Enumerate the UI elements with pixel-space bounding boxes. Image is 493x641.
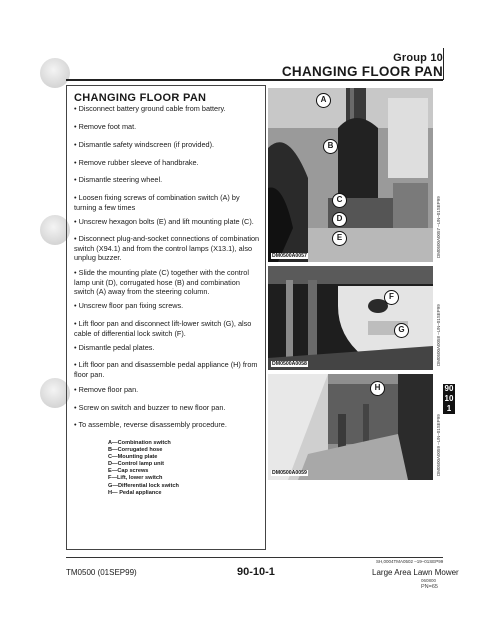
callout-e: E — [332, 231, 347, 246]
group-label: Group 10 — [393, 52, 443, 64]
step: • Remove floor pan. — [74, 385, 139, 394]
step: • Unscrew floor pan fixing screws. — [74, 301, 184, 310]
legend-item: E—Cap screws — [108, 468, 149, 475]
figure-photo-3 — [268, 374, 433, 480]
footer-product: Large Area Lawn Mower — [372, 568, 459, 577]
section-tab-10: 10 — [444, 394, 454, 403]
binder-hole — [40, 58, 70, 88]
legend-item: C—Mounting plate — [108, 454, 158, 461]
callout-g: G — [394, 323, 409, 338]
section-tab-1: 1 — [443, 404, 455, 414]
step: • Remove rubber sleeve of handbrake. — [74, 158, 199, 167]
legend-item: A—Combination switch — [108, 440, 171, 446]
figure-code-1: DM0500A0057 –UN–01SEP99 — [436, 196, 441, 258]
figure-photo-2 — [268, 266, 433, 370]
legend-item: B—Corrugated hose — [108, 447, 163, 454]
callout-f: F — [384, 290, 399, 305]
legend-item: H— Pedal appliance — [108, 489, 162, 496]
step: • Disconnect plug-and-socket connections of combination switch (X94.1) and from the control lamps (X13.1), also unplug buzzer. — [74, 234, 260, 263]
step: • Disconnect battery ground cable from battery. — [74, 104, 226, 113]
figure-code-3: DM0500A0059 –UN–01SEP99 — [436, 414, 441, 476]
step: • Dismantle pedal plates. — [74, 343, 155, 352]
figure-caption-1: DM0500A0057 — [272, 253, 307, 259]
callout-h: H — [370, 381, 385, 396]
legend-item: F—Lift, lower switch — [108, 475, 163, 482]
step: • Remove foot mat. — [74, 122, 137, 131]
step: • Loosen fixing screws of combination switch (A) by turning a few times — [74, 193, 240, 212]
header-rule — [66, 79, 443, 81]
header-divider — [443, 48, 444, 80]
legend-item: D—Control lamp unit — [108, 461, 164, 468]
step: • Lift floor pan and disassemble pedal appliance (H) from floor pan. — [74, 360, 258, 379]
callout-b: B — [323, 139, 338, 154]
footer-rule — [66, 557, 443, 558]
footer-manual-id: TM0500 (01SEP99) — [66, 568, 137, 577]
step: • To assemble, reverse disassembly procedure. — [74, 420, 227, 429]
footer-code: SH,0004TMA0502 –19–01SEP99 — [376, 559, 444, 564]
step: • Slide the mounting plate (C) together with the control lamp unit (D), corrugated hose (B) and combination switch (A) away from the steering column. — [74, 268, 249, 297]
legend-item: G—Differential lock switch — [108, 482, 179, 489]
section-tab-90: 90 — [444, 384, 454, 393]
step: • Dismantle safety windscreen (if provided). — [74, 140, 215, 149]
step: • Screw on switch and buzzer to new floor pan. — [74, 403, 226, 412]
figure-caption-3: DM0500A0059 — [272, 470, 307, 476]
figure-caption-2: DM0500A0058 — [272, 361, 307, 367]
step: • Unscrew hexagon bolts (E) and lift mounting plate (C). — [74, 217, 254, 226]
footer-date-code: 060800 — [421, 578, 437, 583]
section-title: CHANGING FLOOR PAN — [74, 92, 207, 104]
step: • Dismantle steering wheel. — [74, 175, 163, 184]
legend — [108, 440, 179, 497]
callout-c: C — [332, 193, 347, 208]
footer-pn: PN=65 — [421, 584, 438, 590]
figure-code-2: DM0500A0058 –UN–01SEP99 — [436, 304, 441, 366]
step: • Lift floor pan and disconnect lift-lower switch (G), also cable of differential lock switch (F). — [74, 319, 252, 338]
callout-a: A — [316, 93, 331, 108]
callout-d: D — [332, 212, 347, 227]
page-number: 90-10-1 — [237, 566, 275, 578]
figure-photo-1 — [268, 88, 433, 262]
page-title: CHANGING FLOOR PAN — [281, 64, 443, 79]
